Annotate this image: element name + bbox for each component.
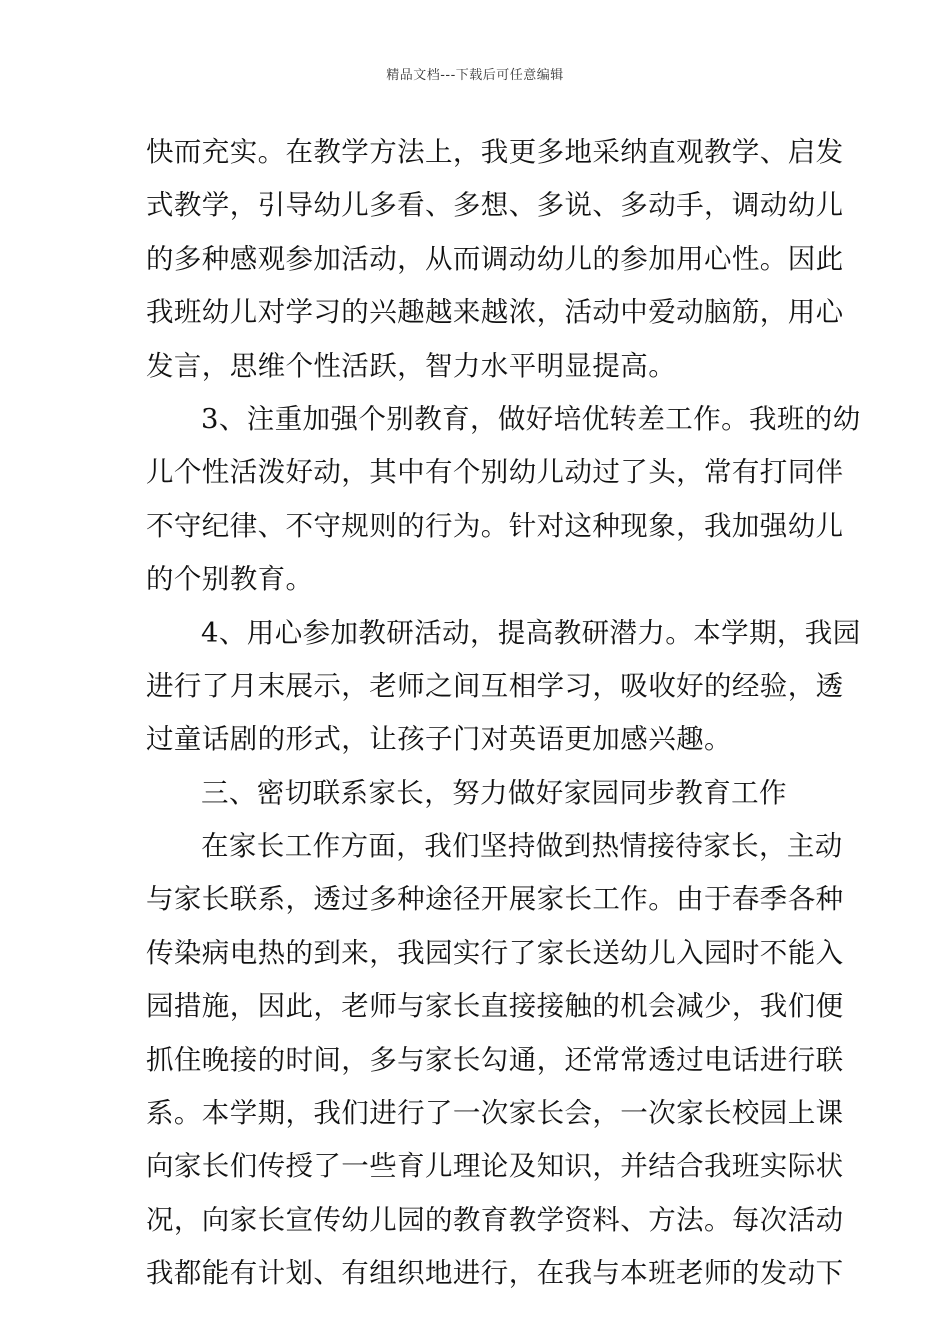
text-line: 系。本学期，我们进行了一次家长会，一次家长校园上课 — [146, 1097, 844, 1130]
text-line: 我班幼儿对学习的兴趣越来越浓，活动中爱动脑筋，用心 — [146, 296, 844, 329]
paragraph-start-line: 在家长工作方面，我们坚持做到热情接待家长，主动 — [201, 830, 843, 863]
text-line: 传染病电热的到来，我园实行了家长送幼儿入园时不能入 — [146, 936, 844, 969]
text-line: 过童话剧的形式，让孩子门对英语更加感兴趣。 — [146, 723, 732, 756]
document-body — [146, 126, 861, 1301]
paragraph-start-line: 4、用心参加教研活动，提高教研潜力。本学期，我园 — [201, 616, 861, 649]
text-line: 向家长们传授了一些育儿理论及知识，并结合我班实际状 — [146, 1150, 844, 1183]
text-line: 儿个性活泼好动，其中有个别幼儿动过了头，常有打同伴 — [146, 456, 844, 489]
text-line: 发言，思维个性活跃，智力水平明显提高。 — [146, 349, 677, 382]
text-line: 况，向家长宣传幼儿园的教育教学资料、方法。每次活动 — [146, 1203, 844, 1236]
section-heading: 三、密切联系家长，努力做好家园同步教育工作 — [201, 776, 787, 809]
text-line: 进行了月末展示，老师之间互相学习，吸收好的经验，透 — [146, 669, 844, 702]
text-line: 的个别教育。 — [146, 563, 314, 596]
text-line: 不守纪律、不守规则的行为。针对这种现象，我加强幼儿 — [146, 509, 844, 542]
page-header: 精品文档---下载后可任意编辑 — [386, 68, 564, 83]
text-line: 式教学，引导幼儿多看、多想、多说、多动手，调动幼儿 — [146, 189, 844, 222]
text-line: 快而充实。在教学方法上，我更多地采纳直观教学、启发 — [146, 136, 844, 168]
text-line: 与家长联系，透过多种途径开展家长工作。由于春季各种 — [146, 883, 844, 916]
text-line: 的多种感观参加活动，从而调动幼儿的参加用心性。因此 — [146, 242, 844, 275]
text-line: 我都能有计划、有组织地进行，在我与本班老师的发动下 — [146, 1257, 844, 1290]
text-line: 园措施，因此，老师与家长直接接触的机会减少，我们便 — [146, 990, 844, 1023]
paragraph-start-line: 3、注重加强个别教育，做好培优转差工作。我班的幼 — [201, 402, 861, 435]
text-line: 抓住晚接的时间，多与家长勾通，还常常透过电话进行联 — [146, 1043, 844, 1076]
